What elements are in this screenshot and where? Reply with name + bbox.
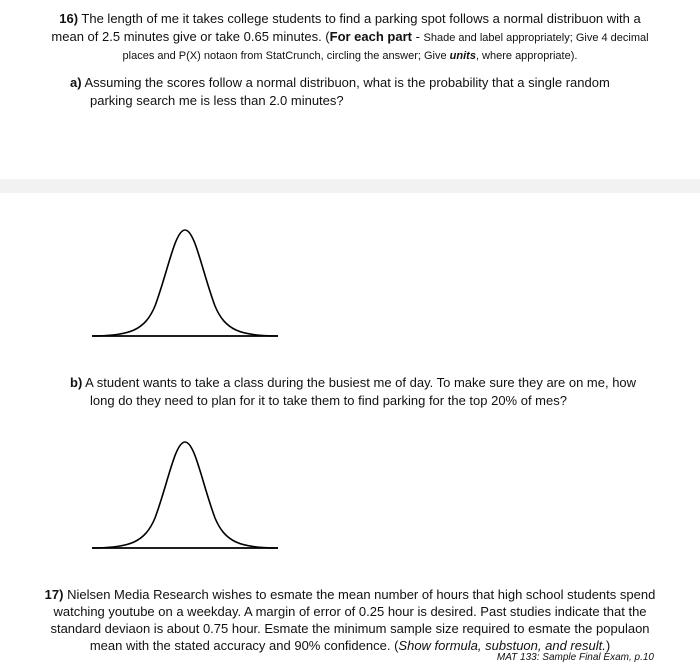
q16-text-1: The length of me it takes college students to find a parking spot follows a normal distribuon with a	[78, 11, 641, 26]
question-16	[40, 10, 660, 65]
q16-for-each-part: For each part	[329, 29, 412, 44]
q17-show-instructions: Show formula, substuon, and result.	[398, 638, 606, 653]
q16-text-3b: , where appropriate).	[475, 50, 578, 62]
part-a-line-1	[70, 75, 610, 90]
part-b-text-1: A student wants to take a class during the busiest me of day. To make sure they are on me, how	[82, 375, 637, 390]
q16-line-1	[40, 10, 660, 28]
normal-curve-a-shape	[92, 230, 278, 336]
part-b-line-1	[70, 375, 636, 390]
q17-text-4b: )	[605, 638, 611, 653]
q16-text-2a: mean of 2.5 minutes give or take 0.65 minutes. (	[51, 29, 330, 44]
part-a-text-1: Assuming the scores follow a normal distribuon, what is the probability that a single random	[81, 75, 610, 90]
part-b	[70, 374, 650, 410]
q17-text-4a: mean with the stated accuracy and 90% confidence. (	[89, 638, 399, 653]
q17-text-2: watching youtube on a weekday. A margin of error of 0.25 hour is desired. Past studies indicate that the	[53, 604, 647, 619]
q16-line-2	[40, 28, 660, 47]
q16-number: 16)	[59, 11, 79, 26]
part-a-text-2: parking search me is less than 2.0 minutes?	[90, 93, 344, 108]
q17-number: 17)	[44, 587, 64, 602]
q16-line-3	[40, 47, 660, 65]
q17-line-1	[40, 586, 660, 603]
q16-units: units	[449, 50, 476, 62]
part-b-text-2: long do they need to plan for it to take them to find parking for the top 20% of mes?	[90, 393, 567, 408]
page-footer: MAT 133: Sample Final Exam, p.10	[496, 652, 654, 663]
q17-text-1: Nielsen Media Research wishes to esmate the mean number of hours that high school students spend	[63, 587, 656, 602]
normal-curve-b-shape	[92, 442, 278, 548]
normal-curve-a	[90, 226, 280, 342]
q17-text-3: standard deviaon is about 0.75 hour. Esmate the minimum sample size required to esmate the populaon	[50, 621, 650, 636]
question-17	[40, 586, 660, 654]
q16-text-2-small: Shade and label appropriately; Give 4 decimal	[423, 32, 649, 44]
normal-curve-b	[90, 438, 280, 554]
q16-text-2b: -	[411, 29, 424, 44]
part-a-label: a)	[70, 75, 82, 90]
part-b-label: b)	[70, 375, 83, 390]
page-separator-band	[0, 179, 700, 193]
q16-text-3a: places and P(X) notaon from StatCrunch, circling the answer; Give	[122, 50, 450, 62]
part-a	[70, 74, 630, 110]
